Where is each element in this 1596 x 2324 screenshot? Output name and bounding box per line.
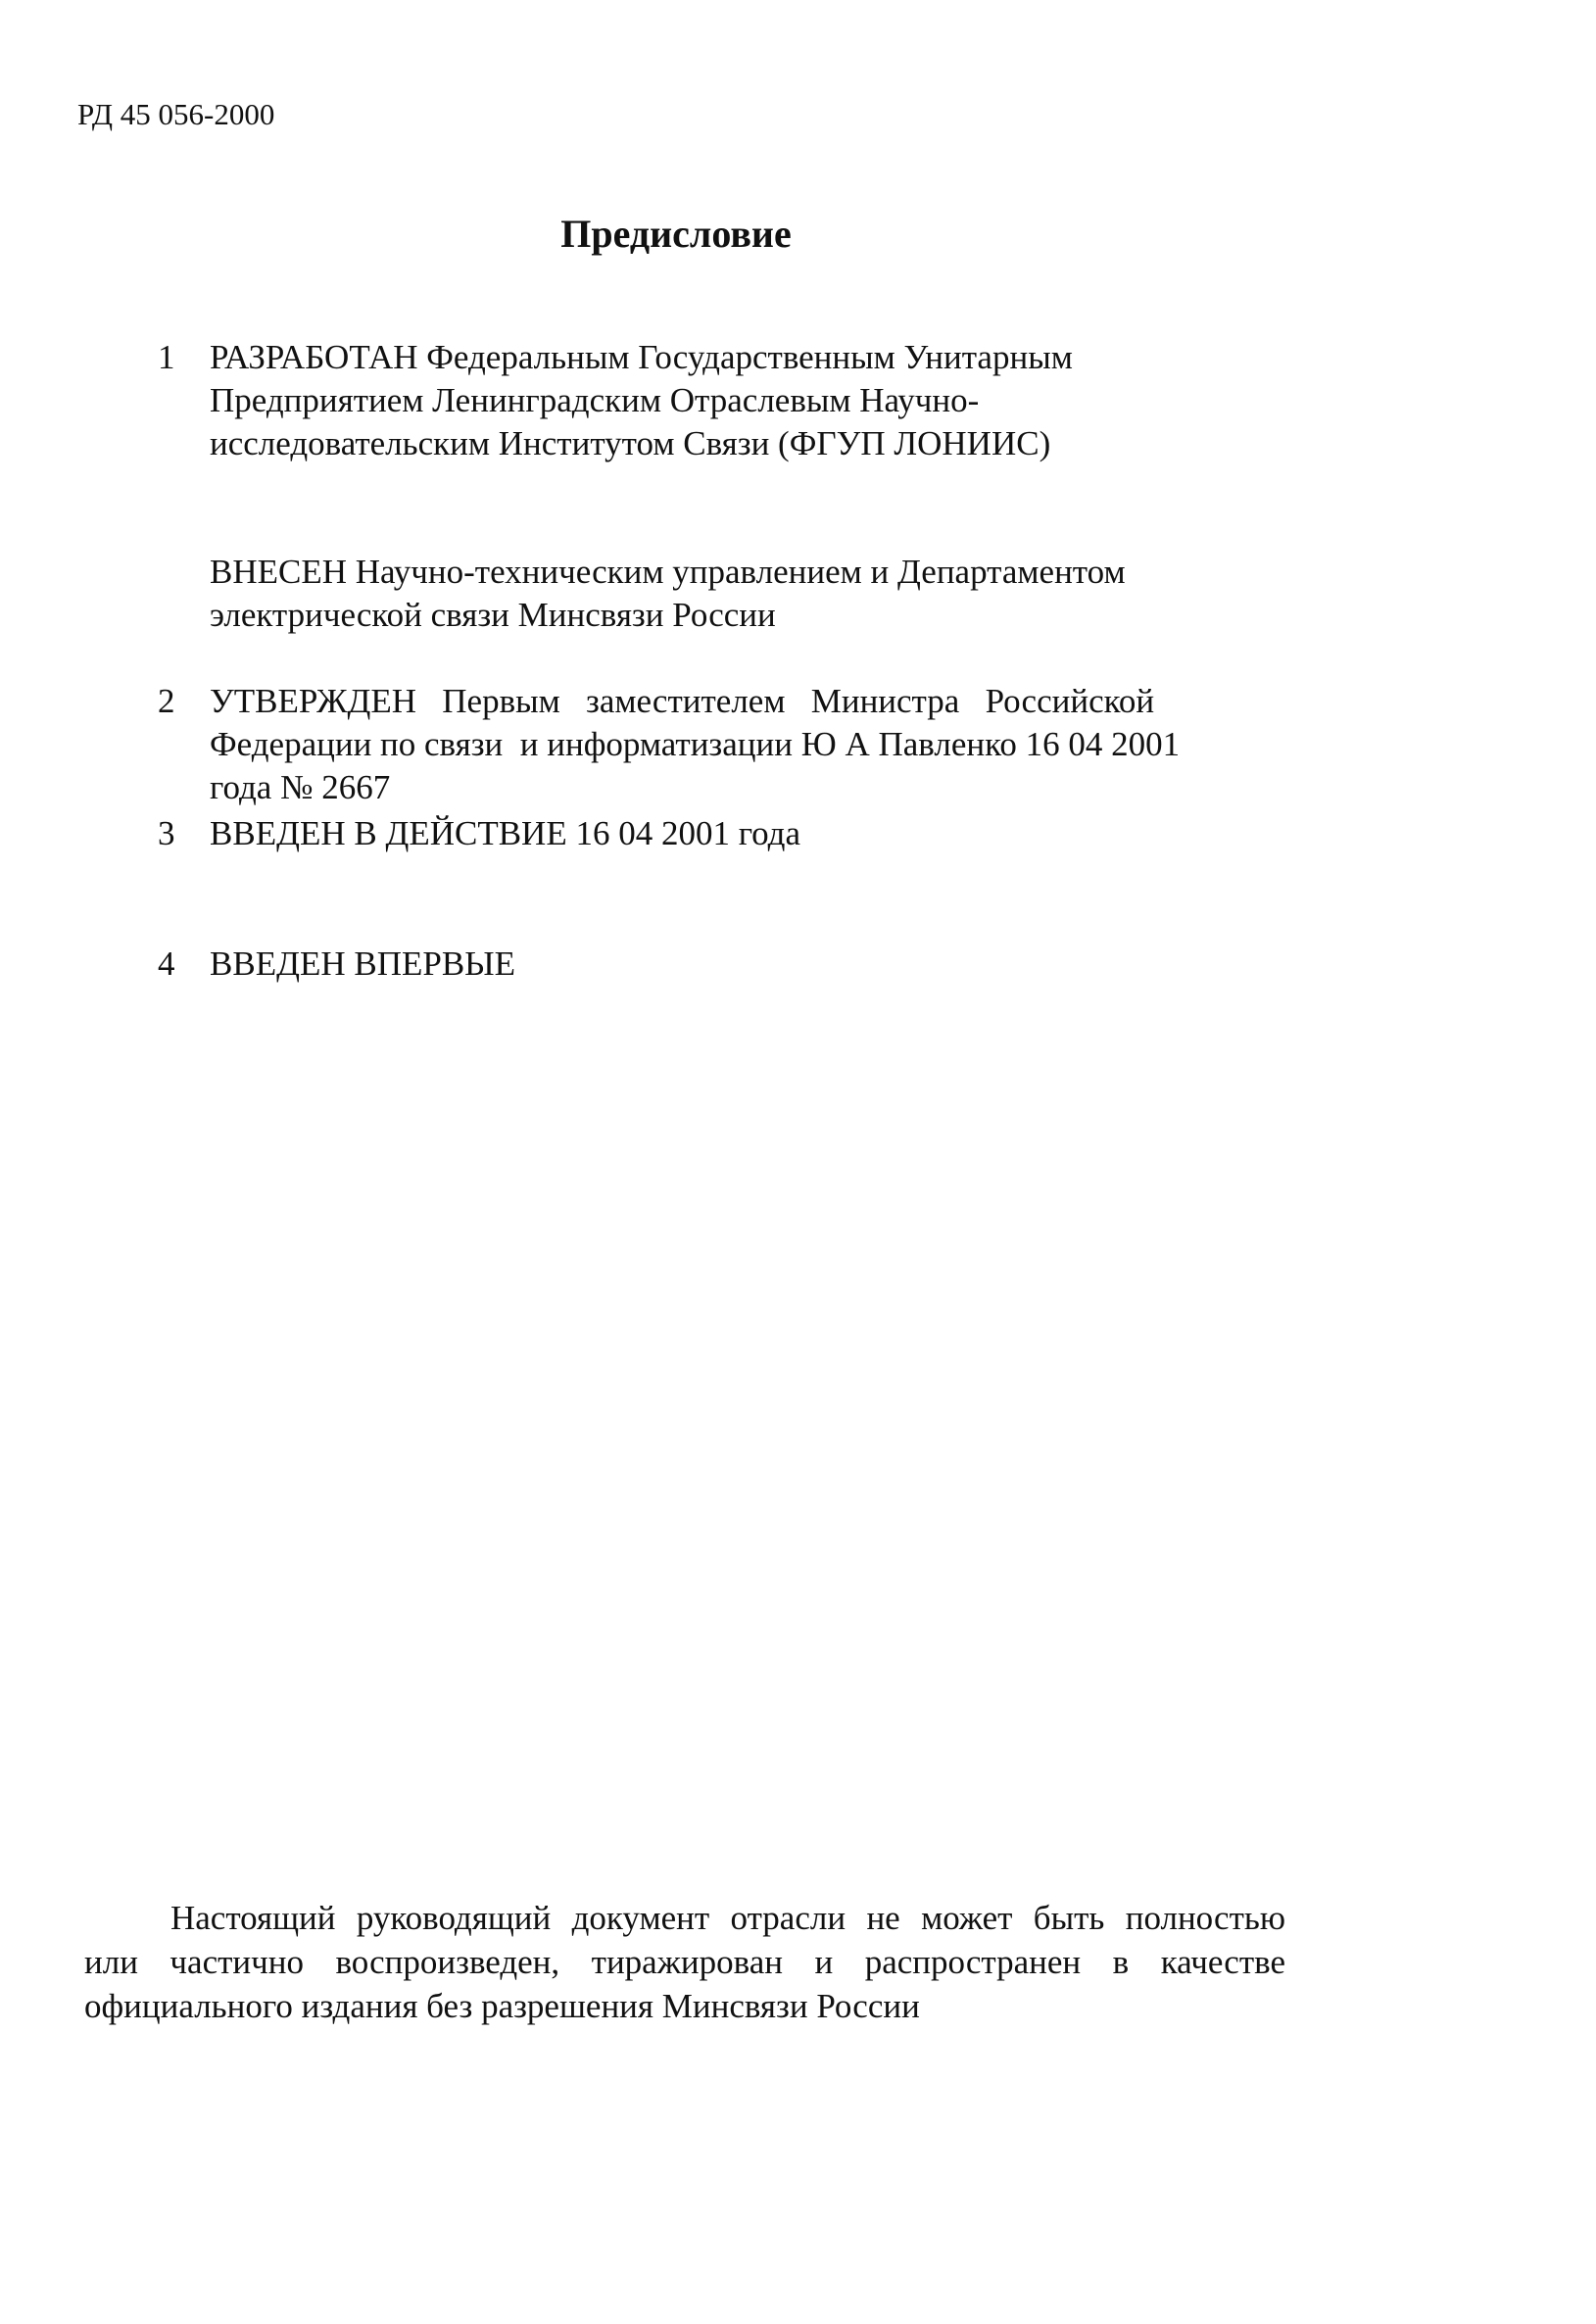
item-text bbox=[210, 812, 1282, 855]
item-line: РАЗРАБОТАН Федеральным Государственным Унитарным bbox=[210, 338, 1073, 376]
notice-line: Настоящий руководящий документ отрасли не может быть полностью bbox=[170, 1899, 1285, 1937]
item-number: 4 bbox=[158, 944, 175, 983]
item-line: исследовательским Институтом Связи (ФГУП ЛОНИИС) bbox=[210, 424, 1051, 462]
item-number: 3 bbox=[158, 814, 175, 852]
copyright-notice bbox=[84, 1896, 1285, 2028]
item-text bbox=[210, 943, 1282, 986]
item-number: 1 bbox=[158, 338, 175, 376]
item-text bbox=[210, 680, 1282, 809]
item-text bbox=[210, 336, 1282, 465]
item-number: 2 bbox=[158, 682, 175, 720]
item-line: Федерации по связи и информатизации Ю А Павленко 16 04 2001 bbox=[210, 725, 1181, 763]
page-title: Предисловие bbox=[560, 212, 792, 256]
notice-line: или частично воспроизведен, тиражирован и распространен в качестве bbox=[84, 1943, 1285, 1981]
item-line: УТВЕРЖДЕН Первым заместителем Министра Российской bbox=[210, 682, 1155, 720]
item-line: электрической связи Минсвязи России bbox=[210, 596, 776, 634]
item-line: года № 2667 bbox=[210, 768, 391, 806]
item-line: ВНЕСЕН Научно-техническим управлением и Департаментом bbox=[210, 553, 1126, 591]
item-line: ВВЕДЕН ВПЕРВЫЕ bbox=[210, 944, 516, 983]
document-code: РД 45 056-2000 bbox=[77, 97, 275, 131]
item-line: Предприятием Ленинградским Отраслевым Научно- bbox=[210, 381, 980, 419]
item-line: ВВЕДЕН В ДЕЙСТВИЕ 16 04 2001 года bbox=[210, 814, 801, 852]
notice-line: официального издания без разрешения Минсвязи России bbox=[84, 1987, 920, 2025]
item-text bbox=[210, 551, 1282, 637]
